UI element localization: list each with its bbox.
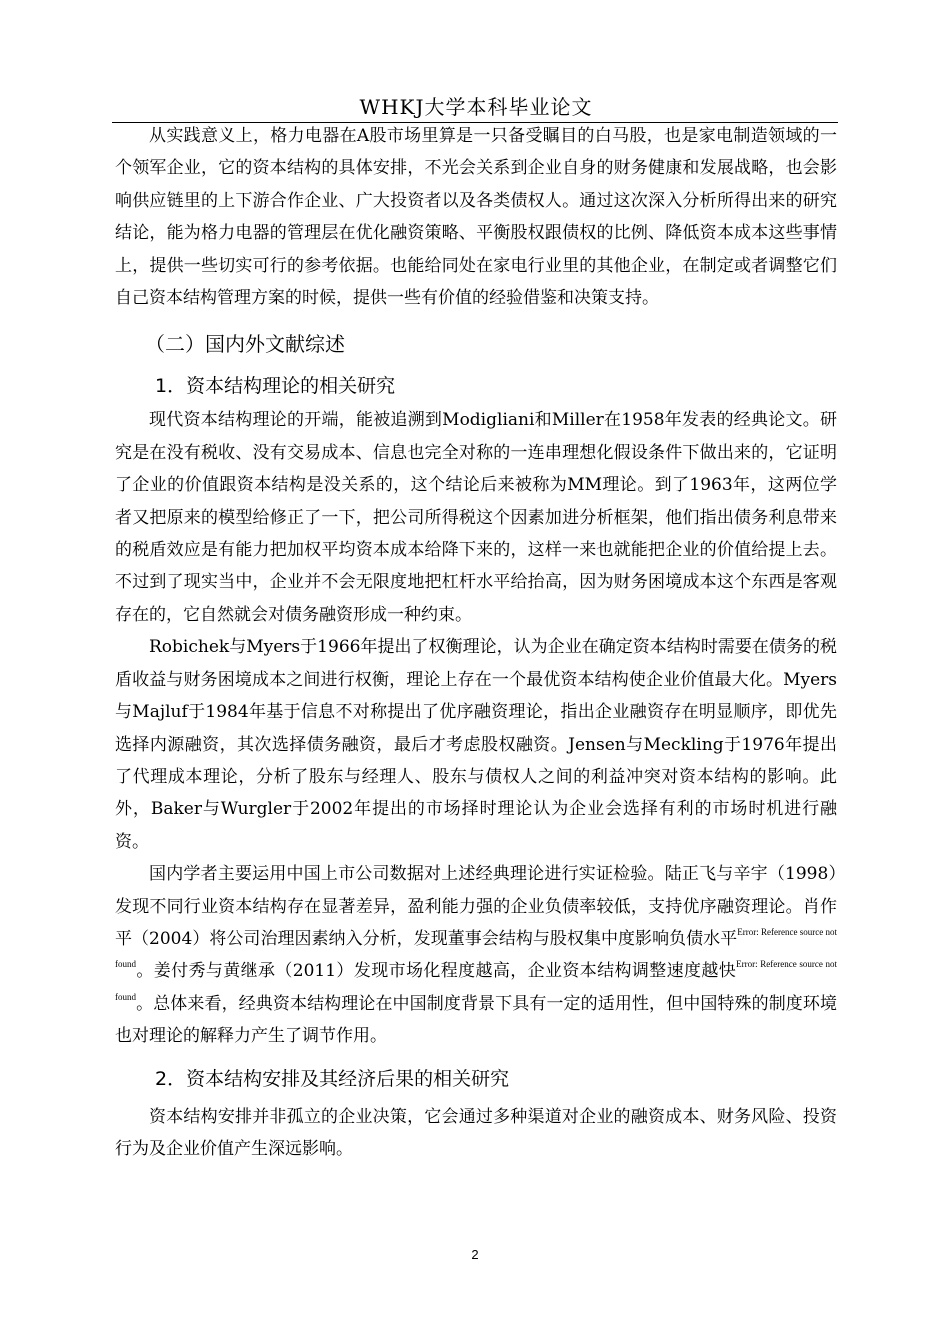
paragraph-text: 国内学者主要运用中国上市公司数据对上述经典理论进行实证检验。陆正飞与辛宇（1998）发现不同行业资本结构存在显著差异，盈利能力强的企业负债率较低，支持优序融资理论。肖作平（2004）将公司治理因素纳入分析，发现董事会结构与股权集中度影响负债水平 — [115, 864, 837, 949]
running-header: WHKJ大学本科毕业论文 — [359, 95, 593, 119]
paragraph-capital-structure-consequences: 资本结构安排并非孤立的企业决策，它会通过多种渠道对企业的融资成本、财务风险、投资行为及企业价值产生深远影响。 — [115, 1106, 837, 1159]
section-heading: （二）国内外文献综述 — [145, 332, 345, 357]
reference-error-1: Error: Reference source not found — [115, 926, 837, 970]
paragraph-domestic-research — [115, 858, 837, 1052]
subsection-heading-2: 2．资本结构安排及其经济后果的相关研究 — [155, 1067, 510, 1090]
intro-paragraph: 从实践意义上，格力电器在A股市场里算是一只备受瞩目的白马股，也是家电制造领域的一个领军企业，它的资本结构的具体安排，不光会关系到企业自身的财务健康和发展战略，也会影响供应链里的上下游合作企业、广大投资者以及各类债权人。通过这次深入分析所得出来的研究结论，能为格力电器的管理层在优化融资策略、平衡股权跟债权的比例、降低资本成本这些事情上，提供一些切实可行的参考依据。也能给同处在家电行业里的其他企业，在制定或者调整它们自己资本结构管理方案的时候，提供一些有价值的经验借鉴和决策支持。 — [115, 126, 837, 309]
reference-error-2: Error: Reference source not found — [115, 959, 837, 1002]
document-body — [115, 120, 837, 1165]
paragraph-tradeoff-theory: Robichek与Myers于1966年提出了权衡理论，认为企业在确定资本结构时需要在债务的税盾收益与财务困境成本之间进行权衡，理论上存在一个最优资本结构使企业价值最大化。Myers与Majluf于1984年基于信息不对称提出了优序融资理论，指出企业融资存在明显顺序，即优先选择内源融资，其次选择债务融资，最后才考虑股权融资。Jensen与Meckling于1976年提出了代理成本理论，分析了股东与经理人、股东与债权人之间的利益冲突对资本结构的影响。此外，Baker与Wurgler于2002年提出的市场择时理论认为企业会选择有利的市场时机进行融资。 — [115, 637, 837, 852]
subsection-heading-1: 1．资本结构理论的相关研究 — [155, 375, 396, 398]
paragraph-text: 。姜付秀与黄继承（2011）发现市场化程度越高，企业资本结构调整速度越快 — [136, 961, 737, 982]
paragraph-text: 。总体来看，经典资本结构理论在中国制度背景下具有一定的适用性，但中国特殊的制度环境也对理论的解释力产生了调节作用。 — [115, 993, 837, 1047]
page-number: 2 — [471, 1247, 479, 1262]
paragraph-mm-theory: 现代资本结构理论的开端，能被追溯到Modigliani和Miller在1958年发表的经典论文。研究是在没有税收、没有交易成本、信息也完全对称的一连串理想化假设条件下做出来的，它证明了企业的价值跟资本结构是没关系的，这个结论后来被称为MM理论。到了1963年，这两位学者又把原来的模型给修正了一下，把公司所得税这个因素加进分析框架，他们指出债务利息带来的税盾效应是有能力把加权平均资本成本给降下来的，这样一来也就能把企业的价值给提上去。不过到了现实当中，企业并不会无限度地把杠杆水平给抬高，因为财务困境成本这个东西是客观存在的，它自然就会对债务融资形成一种约束。 — [115, 410, 837, 625]
